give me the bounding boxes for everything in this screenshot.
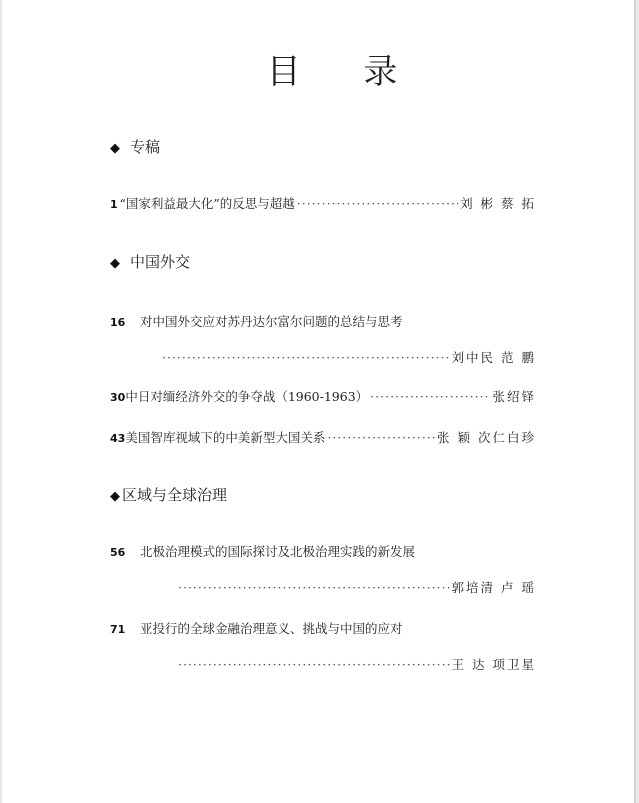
dot-leader: [178, 657, 450, 672]
toc-entry[interactable]: [110, 312, 536, 330]
entry-page-number: 56: [110, 546, 126, 559]
dot-leader: [297, 196, 458, 211]
dot-leader: [327, 430, 435, 445]
entry-authors: 张绍铎: [492, 389, 536, 404]
diamond-bullet-icon: ◆: [110, 256, 120, 271]
toc-entry-author-line: [178, 578, 536, 596]
toc-entry[interactable]: [110, 428, 536, 446]
dot-leader: [370, 389, 490, 404]
toc-entry[interactable]: [110, 542, 536, 560]
section-heading-label: 专稿: [130, 138, 161, 156]
toc-entry[interactable]: [110, 619, 536, 637]
entry-page-number: 16: [110, 316, 126, 329]
entry-authors: 刘中民 范 鹏: [451, 350, 536, 365]
dot-leader: [178, 580, 450, 595]
dot-leader: [162, 350, 450, 365]
entry-title: 中日对缅经济外交的争夺战（1960-1963）: [125, 389, 369, 404]
entry-page-number: 43: [110, 432, 126, 445]
diamond-bullet-icon: ◆: [110, 489, 120, 504]
entry-title: 北极治理模式的国际探讨及北极治理实践的新发展: [140, 544, 416, 559]
section-heading-global-governance: [110, 484, 227, 505]
entry-authors: 王 达 项卫星: [451, 657, 536, 672]
entry-title: 对中国外交应对苏丹达尔富尔问题的总结与思考: [140, 314, 403, 329]
toc-entry[interactable]: [110, 194, 536, 212]
page-title: 目 录: [266, 52, 424, 92]
entry-title: 美国智库视域下的中美新型大国关系: [125, 430, 326, 445]
toc-entry[interactable]: [110, 387, 536, 405]
toc-entry-author-line: [162, 348, 536, 366]
section-heading-label: 中国外交: [130, 253, 191, 271]
section-heading-china-diplomacy: [110, 251, 190, 272]
section-heading-label: 区域与全球治理: [122, 486, 228, 504]
toc-page: [2, 0, 636, 803]
section-heading-special: [110, 136, 160, 157]
entry-page-number: 71: [110, 623, 126, 636]
diamond-bullet-icon: ◆: [110, 141, 120, 156]
toc-entry-author-line: [178, 655, 536, 673]
entry-title: 亚投行的全球金融治理意义、挑战与中国的应对: [140, 621, 403, 636]
entry-page-number: 1: [110, 198, 118, 211]
entry-title: “国家利益最大化”的反思与超越: [119, 196, 295, 211]
entry-authors: 刘 彬 蔡 拓: [460, 196, 536, 211]
entry-page-number: 30: [110, 391, 126, 404]
entry-authors: 郭培清 卢 瑶: [451, 580, 536, 595]
entry-authors: 张 颖 次仁白珍: [437, 430, 536, 445]
